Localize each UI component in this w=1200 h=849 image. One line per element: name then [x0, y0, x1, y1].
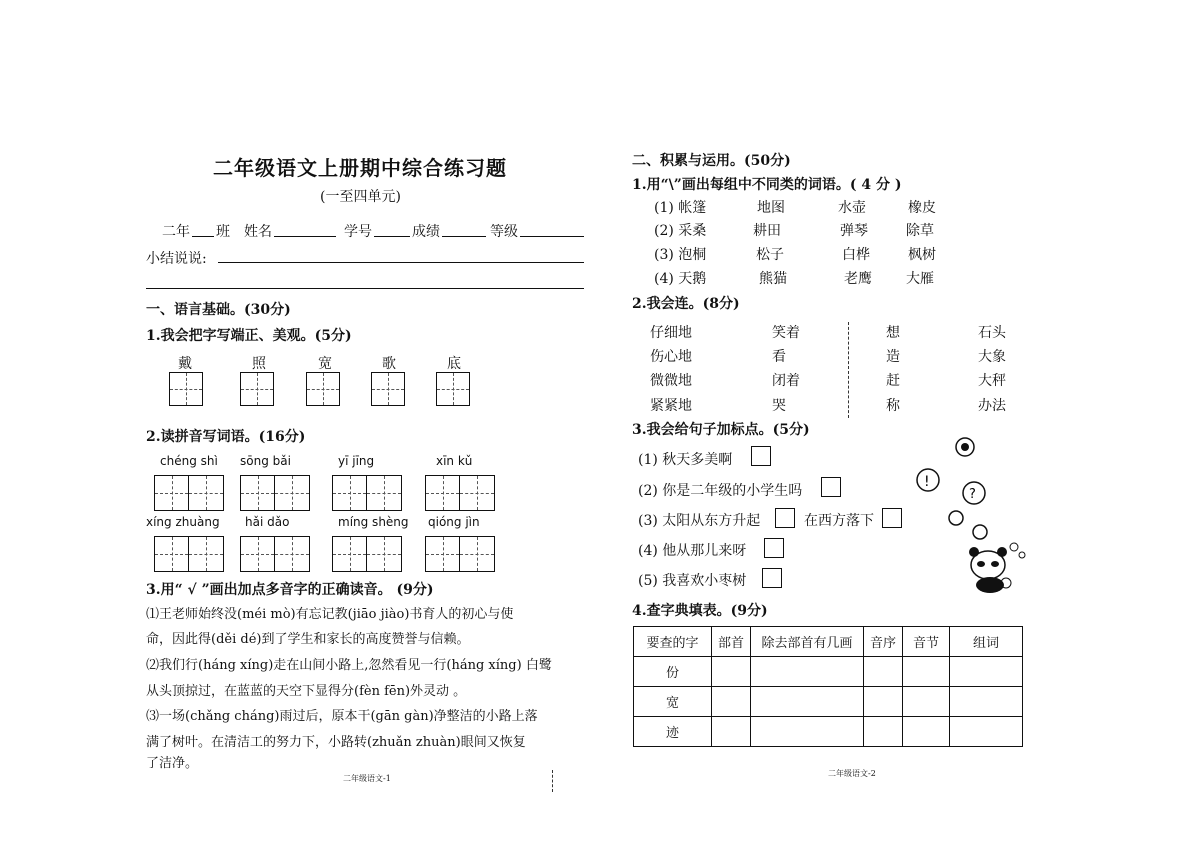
punctuation-box[interactable] [882, 508, 902, 528]
match-item[interactable]: 微微地 [650, 373, 692, 389]
fold-mark [552, 770, 553, 792]
dictionary-table [633, 626, 1023, 747]
table-row [634, 657, 1023, 687]
table-cell-input[interactable] [864, 687, 903, 717]
table-header: 除去部首有几画 [751, 627, 864, 657]
match-item[interactable]: 伤心地 [650, 349, 692, 365]
table-cell-char: 迹 [634, 717, 712, 747]
word-option[interactable]: 地图 [757, 200, 785, 216]
table-cell-input[interactable] [864, 717, 903, 747]
char-label: 宽 [318, 356, 332, 372]
q2-title: 2.读拼音写词语。(16分) [146, 429, 306, 445]
pinyin-label: xíng zhuàng [146, 515, 220, 529]
table-cell-input[interactable] [712, 717, 751, 747]
match-item[interactable]: 哭 [772, 398, 786, 414]
class-label: 班 [216, 224, 230, 240]
summary-line-1[interactable] [218, 262, 584, 263]
table-cell-input[interactable] [712, 687, 751, 717]
match-item[interactable]: 称 [886, 398, 900, 414]
pinyin-label: chéng shì [160, 454, 218, 468]
table-cell-input[interactable] [751, 717, 864, 747]
word-group: (4) 天鹅 [654, 271, 707, 287]
page-footer: 二年级语文-1 [343, 774, 391, 783]
punctuation-box[interactable] [762, 568, 782, 588]
word-group: (3) 泡桐 [654, 247, 707, 263]
word-group: (1) 帐篷 [654, 200, 707, 216]
q3-paragraph-line: 了洁净。 [146, 756, 199, 771]
pinyin-label: hǎi dǎo [245, 515, 290, 529]
pinyin-grid[interactable] [332, 475, 402, 511]
level-label: 等级 [490, 224, 518, 240]
q1-title: 1.我会把字写端正、美观。(5分) [146, 328, 352, 344]
sentence: (2) 你是二年级的小学生吗 [638, 483, 803, 499]
score-label: 成绩 [412, 224, 440, 240]
score-field[interactable] [442, 236, 486, 237]
number-label: 学号 [344, 224, 372, 240]
q3-paragraph-line: ⑵我们行(háng xíng)走在山间小路上,忽然看见一行(háng xíng) 白鹭 [146, 658, 552, 673]
word-option[interactable]: 松子 [756, 247, 784, 263]
match-item[interactable]: 想 [886, 325, 900, 341]
match-item[interactable]: 石头 [978, 325, 1006, 341]
table-header: 音节 [903, 627, 950, 657]
pinyin-label: sōng bǎi [240, 454, 291, 468]
q3-title: 3.我会给句子加标点。(5分) [632, 422, 810, 438]
writing-grid[interactable] [436, 372, 470, 406]
match-item[interactable]: 办法 [978, 398, 1006, 414]
summary-line-2[interactable] [146, 288, 584, 289]
word-option[interactable]: 弹琴 [840, 223, 868, 239]
sentence: 在西方落下 [804, 513, 874, 529]
q3-paragraph-line: 命，因此得(děi dé)到了学生和家长的高度赞誉与信赖。 [146, 632, 470, 647]
table-cell-input[interactable] [903, 717, 950, 747]
level-field[interactable] [520, 236, 584, 237]
pinyin-grid[interactable] [154, 536, 224, 572]
q3-paragraph-line: 满了树叶。在清洁工的努力下，小路转(zhuǎn zhuàn)眼间又恢复 [146, 735, 526, 750]
pinyin-grid[interactable] [240, 536, 310, 572]
pinyin-grid[interactable] [332, 536, 402, 572]
writing-grid[interactable] [371, 372, 405, 406]
match-item[interactable]: 紧紧地 [650, 398, 692, 414]
word-option[interactable]: 熊猫 [759, 271, 787, 287]
match-item[interactable]: 看 [772, 349, 786, 365]
sentence: (4) 他从那儿来呀 [638, 543, 747, 559]
word-option[interactable]: 耕田 [753, 223, 781, 239]
number-field[interactable] [374, 236, 410, 237]
match-item[interactable]: 笑着 [772, 325, 800, 341]
char-label: 底 [447, 356, 461, 372]
pinyin-grid[interactable] [240, 475, 310, 511]
match-item[interactable]: 闭着 [772, 373, 800, 389]
panda-illustration-icon [910, 435, 1030, 595]
section-2-heading: 二、积累与运用。(50分) [632, 153, 791, 169]
pinyin-label: qióng jìn [428, 515, 480, 529]
word-group: (2) 采桑 [654, 223, 707, 239]
summary-label: 小结说说: [146, 251, 207, 267]
char-label: 照 [252, 356, 266, 372]
q3-paragraph-line: ⑴王老师始终没(méi mò)有忘记教(jiāo jiào)书育人的初心与使 [146, 607, 514, 622]
sentence: (3) 太阳从东方升起 [638, 513, 761, 529]
table-cell-input[interactable] [751, 687, 864, 717]
punctuation-box[interactable] [751, 446, 771, 466]
name-field[interactable] [274, 236, 336, 237]
table-header: 要查的字 [634, 627, 712, 657]
page-subtitle: (一至四单元) [320, 189, 401, 205]
page-title: 二年级语文上册期中综合练习题 [213, 156, 507, 180]
table-cell-input[interactable] [712, 657, 751, 687]
sentence: (1) 秋天多美啊 [638, 452, 733, 468]
q3-paragraph-line: ⑶一场(chǎng cháng)雨过后，原本干(gān gàn)净整洁的小路上落 [146, 709, 538, 724]
table-cell-input[interactable] [903, 657, 950, 687]
q3-title: 3.用“ √ ”画出加点多音字的正确读音。 (9分) [146, 582, 434, 598]
q2-title: 2.我会连。(8分) [632, 296, 740, 312]
name-label: 姓名 [244, 224, 272, 240]
pinyin-label: míng shèng [338, 515, 409, 529]
writing-grid[interactable] [306, 372, 340, 406]
word-option[interactable]: 水壶 [838, 200, 866, 216]
pinyin-label: xīn kǔ [436, 454, 473, 468]
match-item[interactable]: 大象 [978, 349, 1006, 365]
word-option[interactable]: 枫树 [908, 247, 936, 263]
writing-grid[interactable] [169, 372, 203, 406]
table-cell-input[interactable] [950, 717, 1023, 747]
pinyin-label: yī jīng [338, 454, 375, 468]
table-header: 组词 [950, 627, 1023, 657]
svg-text:?: ? [969, 487, 976, 502]
punctuation-box[interactable] [764, 538, 784, 558]
match-item[interactable]: 造 [886, 349, 900, 365]
pinyin-grid[interactable] [425, 475, 495, 511]
match-item[interactable]: 大秤 [978, 373, 1006, 389]
q3-paragraph-line: 从头顶掠过，在蓝蓝的天空下显得分(fèn fēn)外灵动 。 [146, 684, 467, 699]
page-footer: 二年级语文-2 [828, 769, 876, 778]
word-option[interactable]: 白桦 [842, 247, 870, 263]
match-divider [848, 322, 849, 418]
table-cell-input[interactable] [950, 687, 1023, 717]
section-1-heading: 一、语言基础。(30分) [146, 302, 291, 318]
table-cell-input[interactable] [903, 687, 950, 717]
word-option[interactable]: 大雁 [906, 271, 934, 287]
grade-label: 二年 [162, 224, 190, 240]
match-item[interactable]: 仔细地 [650, 325, 692, 341]
table-cell-char: 宽 [634, 687, 712, 717]
table-cell-input[interactable] [751, 657, 864, 687]
word-option[interactable]: 除草 [906, 223, 934, 239]
pinyin-grid[interactable] [425, 536, 495, 572]
q1-title: 1.用“\”画出每组中不同类的词语。( 4 分 ) [632, 177, 902, 193]
char-label: 戴 [178, 356, 192, 372]
class-field[interactable] [192, 236, 214, 237]
word-option[interactable]: 老鹰 [844, 271, 872, 287]
table-cell-input[interactable] [950, 657, 1023, 687]
writing-grid[interactable] [240, 372, 274, 406]
table-row [634, 717, 1023, 747]
table-row [634, 687, 1023, 717]
punctuation-box[interactable] [775, 508, 795, 528]
q4-title: 4.查字典填表。(9分) [632, 603, 768, 619]
svg-text:!: ! [924, 474, 930, 490]
table-cell-input[interactable] [864, 657, 903, 687]
word-option[interactable]: 橡皮 [908, 200, 936, 216]
match-item[interactable]: 赶 [886, 373, 900, 389]
sentence: (5) 我喜欢小枣树 [638, 573, 747, 589]
pinyin-grid[interactable] [154, 475, 224, 511]
char-label: 歌 [382, 356, 396, 372]
table-header: 音序 [864, 627, 903, 657]
punctuation-box[interactable] [821, 477, 841, 497]
table-cell-char: 份 [634, 657, 712, 687]
table-header: 部首 [712, 627, 751, 657]
